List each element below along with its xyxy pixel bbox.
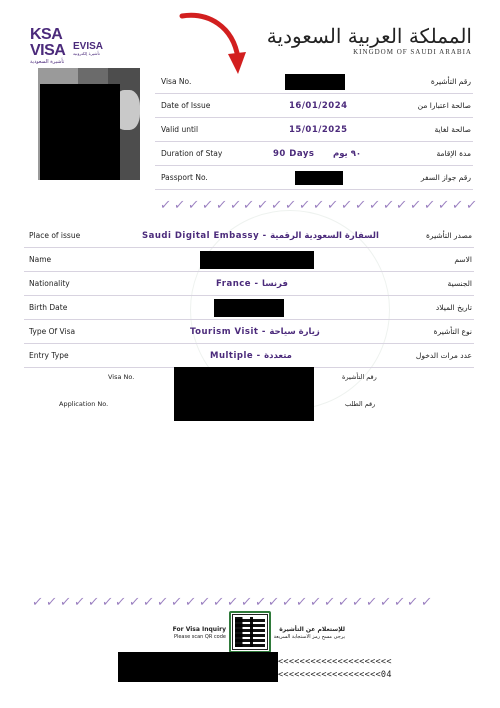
- visa-no-redaction: [285, 74, 345, 90]
- field-duration-of-stay: [155, 142, 473, 166]
- field-label-ar: مصدر التأشيرة: [426, 231, 472, 240]
- photo-redaction: [40, 84, 120, 180]
- field-value: Saudi Digital Embassy - السفارة السعودية الرقمية: [142, 230, 379, 241]
- field-label-ar: رقم جواز السفر: [420, 173, 471, 182]
- kingdom-english: KINGDOM OF SAUDI ARABIA: [353, 48, 472, 56]
- field-valid-until: [155, 118, 473, 142]
- name-redaction: [200, 251, 314, 269]
- field-value: 16/01/2024: [289, 100, 348, 111]
- kingdom-arabic: المملكة العربية السعودية: [266, 24, 472, 48]
- field-value: France - فرنسا: [216, 278, 288, 289]
- field-label-ar: الاسم: [454, 255, 472, 264]
- field-visa-no: [155, 70, 473, 94]
- kingdom-emblem: [267, 24, 472, 56]
- field-label-en: Duration of Stay: [161, 149, 223, 158]
- inquiry-text-ar: [273, 626, 345, 640]
- field-label-ar: عدد مرات الدخول: [415, 351, 472, 360]
- field-label-en: Visa No.: [161, 77, 192, 86]
- field-label-ar: نوع التأشيرة: [433, 327, 472, 336]
- barcode-visa-no-label: Visa No.: [108, 373, 135, 381]
- inquiry-title-ar: للإستعلام عن التأشيرة: [279, 626, 345, 633]
- birth-date-redaction: [214, 299, 284, 317]
- field-label-ar: رقم التأشيرة: [430, 77, 471, 86]
- field-label-en: Entry Type: [29, 351, 69, 360]
- field-label-en: Type Of Visa: [29, 327, 76, 336]
- field-passport-no: [155, 166, 473, 190]
- qr-code-icon[interactable]: [232, 614, 268, 650]
- field-value: Multiple - متعددة: [210, 350, 292, 361]
- field-date-of-issue: [155, 94, 473, 118]
- field-value: Tourism Visit - زيارة سياحة: [190, 326, 320, 337]
- field-label-en: Nationality: [29, 279, 70, 288]
- barcode-app-no-label-ar: رقم الطلب: [345, 400, 376, 408]
- field-entry-type: [24, 344, 474, 368]
- mrz-line-1: <<<<<<<<<<<<<<<<<<<<<: [278, 657, 392, 667]
- field-place-of-issue: [24, 224, 474, 248]
- evisa-logo-text: EVISA: [73, 41, 104, 52]
- mrz-redaction: [118, 652, 278, 682]
- ksa-visa-logo-sub: تأشيرة السعودية: [30, 59, 65, 65]
- field-label-ar: صالحة اعتبارا من: [417, 101, 471, 110]
- evisa-logo-sub: تأشيرة إلكترونية: [73, 51, 100, 56]
- field-label-en: Place of issue: [29, 231, 81, 240]
- barcode-visa-no-label-ar: رقم التأشيرة: [342, 373, 377, 381]
- ksa-visa-logo: [30, 27, 70, 65]
- checkmark-band-top: ✓ ✓ ✓ ✓ ✓ ✓ ✓ ✓ ✓ ✓ ✓ ✓ ✓ ✓ ✓ ✓ ✓ ✓ ✓ ✓ ✓ ✓ ✓: [158, 198, 478, 213]
- field-label-en: Name: [29, 255, 52, 264]
- field-label-ar: مدة الإقامة: [436, 149, 471, 158]
- evisa-logo: [73, 42, 103, 56]
- field-label-ar: الجنسية: [447, 279, 472, 288]
- field-value: 15/01/2025: [289, 124, 348, 135]
- inquiry-title-en: For Visa Inquiry: [172, 626, 226, 633]
- field-name: [24, 248, 474, 272]
- field-label-en: Date of Issue: [161, 101, 211, 110]
- field-label-ar: تاريخ الميلاد: [435, 303, 472, 312]
- barcode-app-no-label: Application No.: [59, 400, 109, 408]
- field-nationality: [24, 272, 474, 296]
- field-value-ar: ٩٠ يوم: [333, 148, 362, 159]
- field-label-en: Valid until: [161, 125, 199, 134]
- field-label-ar: صالحة لغاية: [434, 125, 471, 134]
- field-type-of-visa: [24, 320, 474, 344]
- inquiry-text-en: [170, 626, 226, 640]
- field-label-en: Passport No.: [161, 173, 208, 182]
- mrz-line-2: <<<<<<<<<<<<<<<<<<<04: [278, 670, 392, 680]
- field-value: 90 Days: [273, 148, 315, 159]
- applicant-photo: [38, 68, 140, 180]
- inquiry-sub-en: Please scan QR code: [173, 633, 226, 640]
- ksa-visa-logo-text: KSA VISA: [30, 26, 66, 59]
- barcode-redaction: [174, 367, 314, 421]
- field-label-en: Birth Date: [29, 303, 68, 312]
- checkmark-band-bottom: ✓ ✓ ✓ ✓ ✓ ✓ ✓ ✓ ✓ ✓ ✓ ✓ ✓ ✓ ✓ ✓ ✓ ✓ ✓ ✓ ✓ ✓ ✓ ✓ ✓ ✓ ✓ ✓ ✓: [30, 595, 434, 610]
- passport-no-redaction: [295, 171, 343, 185]
- inquiry-sub-ar: يرجى مسح رمز الاستجابة السريعة: [273, 633, 345, 640]
- field-birth-date: [24, 296, 474, 320]
